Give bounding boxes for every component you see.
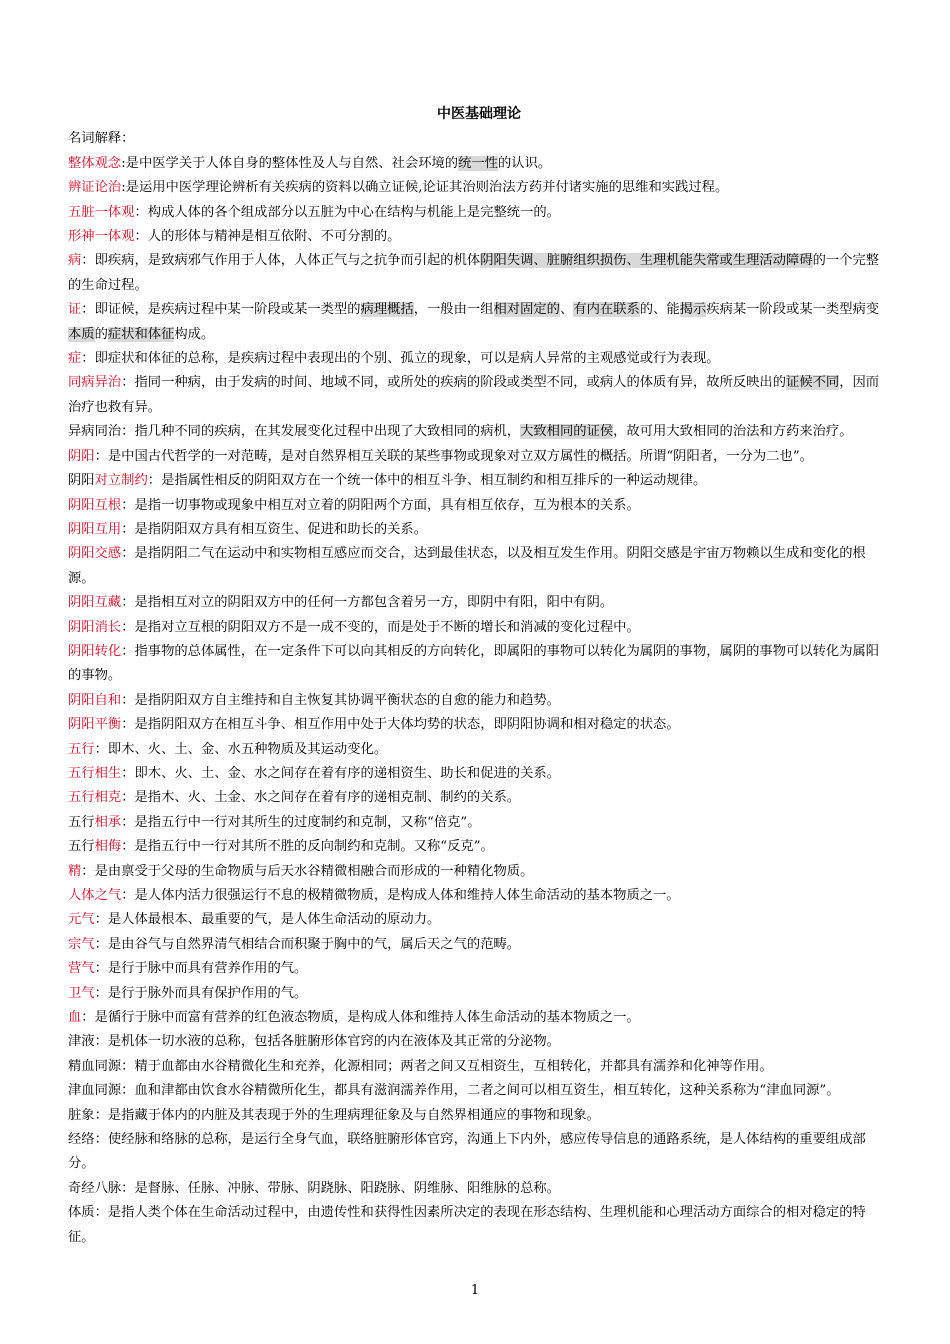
definition-text: ：是指木、火、土金、水之间存在着有序的递相克制、制约的关系。 [121, 790, 521, 806]
definition-entry [68, 1030, 890, 1054]
term-label: 卫气 [68, 985, 95, 1001]
definition-text: ：即木、火、土、金、水之间存在着有序的递相资生、助长和促进的关系。 [121, 765, 560, 781]
highlighted-text: 统一性 [458, 155, 498, 171]
highlighted-text: 证候不同 [786, 375, 840, 391]
term-label: 宗气 [68, 936, 95, 952]
definition-entry [68, 347, 890, 371]
definition-text: ：是指一切事物或现象中相互对立着的阴阳两个方面，具有相互依存，互为根本的关系。 [121, 497, 640, 513]
definition-text: ：指事物的总体属性，在一定条件下可以向其相反的方向转化，即属阳的事物可以转化为属阴的事物，属阴的事物可以转化为属阳的事物。 [68, 643, 880, 684]
definition-entry [68, 201, 890, 225]
definition-text: 的 [94, 326, 108, 342]
definition-text: ：是指阴阳双方在相互斗争、相互作用中处于大体均势的状态，即阴阳协调和相对稳定的状态。 [121, 717, 680, 733]
definition-text: ：是指五行中一行对其所生的过度制约和克制，又称“倍克”。 [121, 814, 481, 830]
definition-entry [68, 1128, 890, 1177]
definition-entry [68, 469, 890, 493]
definition-entry [68, 957, 890, 981]
definition-entry [68, 298, 890, 347]
term-label: 阴阳自和 [68, 692, 122, 708]
highlighted-text: 症状和体征 [107, 326, 175, 342]
definition-entry [68, 640, 890, 689]
highlighted-text: 揭示 [679, 302, 707, 318]
term-label: 五行 [68, 741, 95, 757]
term-label: 五行相生 [68, 765, 122, 781]
definition-text: ：即症状和体征的总称，是疾病过程中表现出的个别、孤立的现象，可以是病人异常的主观感觉或行为表现。 [81, 351, 720, 367]
definition-text: ：是行于脉中而具有营养作用的气。 [94, 961, 308, 977]
term-label: 阴阳交感 [68, 546, 122, 562]
page-title: 中医基础理论 [437, 106, 521, 122]
definition-text: ：是行于脉外而具有保护作用的气。 [94, 985, 308, 1001]
definition-entry [68, 762, 890, 786]
highlighted-text: 病理概括 [360, 302, 414, 318]
definition-entry [68, 1104, 890, 1128]
term-label: 病 [68, 253, 82, 269]
definition-text: 经络：使经脉和络脉的总称，是运行全身气血，联络脏腑形体官窍，沟通上下内外，感应传导信息的通路系统，是人体结构的重要组成部分。 [68, 1132, 866, 1172]
definition-text: 津液：是机体一切水液的总称，包括各脏腑形体官窍的内在液体及其正常的分泌物。 [68, 1034, 560, 1050]
definition-entry [68, 591, 890, 615]
definition-entry [68, 518, 890, 542]
term-label: 症 [68, 351, 82, 367]
term-label: 相承 [94, 814, 122, 830]
definition-entry [68, 420, 890, 444]
definition-text: 异病同治：指几种不同的疾病，在其发展变化过程中出现了大致相同的病机， [68, 424, 521, 440]
definition-entry [68, 860, 890, 884]
term-label: 对立制约 [94, 473, 148, 489]
definition-text: 五行 [68, 814, 95, 830]
definition-entry [68, 884, 890, 908]
definition-text: ，因而治疗也救有异。 [68, 375, 880, 415]
term-label: 五脏一体观 [68, 204, 135, 220]
term-label: 证 [68, 302, 82, 318]
definition-text: ：是由谷气与自然界清气相结合而积聚于胸中的气，属后天之气的范畴。 [94, 936, 521, 952]
definition-entry [68, 494, 890, 518]
definition-text: 阴阳 [68, 473, 95, 489]
definition-text: 津血同源：血和津都由饮食水谷精微所化生，都具有滋润濡养作用，二者之间可以相互资生，相互转化，这种关系称为“津血同源”。 [68, 1083, 840, 1099]
definition-entry [68, 786, 890, 810]
definition-entry [68, 176, 890, 200]
definition-text: ：是指对立互根的阴阳双方不是一成不变的，而是处于不断的增长和消减的变化过程中。 [121, 619, 640, 635]
term-label: 阴阳转化 [68, 643, 122, 659]
term-label: 辨证论治 [68, 180, 122, 196]
definition-entry [68, 152, 890, 176]
definition-text: 的一个完整的生命过程。 [68, 253, 880, 293]
definition-entry [68, 982, 890, 1006]
term-label: 相侮 [94, 839, 122, 855]
section-heading: 名词解释： [68, 131, 135, 147]
term-label: 阴阳互藏 [68, 595, 122, 611]
definition-list [68, 152, 890, 1250]
definition-entry [68, 225, 890, 249]
definition-text: ：即证候，是疾病过程中某一阶段或某一类型的 [81, 302, 361, 318]
term-label: 形神一体观 [68, 229, 135, 245]
definition-text: ：即疾病，是致病邪气作用于人体，人体正气与之抗争而引起的机体 [81, 253, 481, 269]
definition-entry [68, 445, 890, 469]
definition-text: ：即木、火、土、金、水五种物质及其运动变化。 [94, 741, 388, 757]
definition-text: 精血同源：精于血都由水谷精微化生和充养，化源相同；两者之间又互相资生，互相转化，并都具有濡养和化神等作用。 [68, 1058, 773, 1074]
term-label: 营气 [68, 961, 95, 977]
definition-text: ，故可用大致相同的治法和方药来治疗。 [613, 424, 853, 440]
term-label: 阴阳互用 [68, 521, 122, 537]
definition-text: ，一般由一组 [413, 302, 494, 318]
definition-entry [68, 835, 890, 859]
definition-text: ：是指阴阳双方自主维持和自主恢复其协调平衡状态的自愈的能力和趋势。 [121, 692, 560, 708]
definition-entry [68, 811, 890, 835]
definition-entry [68, 1201, 890, 1250]
term-label: 五行相克 [68, 790, 122, 806]
definition-text: 的认识。 [497, 155, 552, 171]
definition-text: ：是循行于脉中而富有营养的红色液态物质，是构成人体和维持人体生命活动的基本物质之一。 [81, 1010, 640, 1026]
page-number: 1 [470, 1283, 480, 1298]
definition-entry [68, 933, 890, 957]
definition-text: :是中医学关于人体自身的整体性及人与自然、社会环境的 [121, 155, 459, 171]
definition-text: ：构成人体的各个组成部分以五脏为中心在结构与机能上是完整统一的。 [134, 204, 560, 220]
definition-entry [68, 1079, 890, 1103]
definition-entry [68, 738, 890, 762]
term-label: 阴阳互根 [68, 497, 122, 513]
definition-text: 、 [559, 302, 574, 318]
term-label: 阴阳 [68, 448, 95, 464]
definition-text: ：人的形体与精神是相互依附、不可分割的。 [134, 229, 401, 245]
definition-text: ：是指五行中一行对其所不胜的反向制约和克制。又称“反克”。 [121, 839, 494, 855]
definition-entry [68, 616, 890, 640]
term-label: 整体观念 [68, 155, 122, 171]
definition-text: ：是人体最根本、最重要的气，是人体生命活动的原动力。 [94, 912, 441, 928]
highlighted-text: 有内在联系 [573, 302, 640, 318]
definition-text: 五行 [68, 839, 95, 855]
definition-entry [68, 542, 890, 591]
term-label: 元气 [68, 912, 95, 928]
definition-entry [68, 1055, 890, 1079]
definition-text: 奇经八脉：是督脉、任脉、冲脉、带脉、阴跷脉、阳跷脉、阴维脉、阳维脉的总称。 [68, 1180, 560, 1196]
definition-entry [68, 1177, 890, 1201]
highlighted-text: 阴阳失调、脏腑组织损伤、生理机能失常或生理活动障碍 [480, 253, 813, 269]
definition-text: ：是指属性相反的阴阳双方在一个统一体中的相互斗争、相互制约和相互排斥的一种运动规律。 [147, 473, 707, 489]
definition-entry [68, 1006, 890, 1030]
highlighted-text: 本质 [68, 326, 95, 342]
definition-text: ：是指阴阳二气在运动中和实物相互感应而交合，达到最佳状态，以及相互发生作用。阴阳交感是宇宙万物赖以生成和变化的根源。 [68, 546, 866, 586]
definition-entry [68, 689, 890, 713]
definition-entry [68, 908, 890, 932]
term-label: 阴阳平衡 [68, 717, 122, 733]
definition-text: 的、能 [639, 302, 680, 318]
definition-entry [68, 249, 890, 298]
definition-text: ：是由禀受于父母的生命物质与后天水谷精微相融合而形成的一种精化物质。 [81, 863, 534, 879]
term-label: 精 [68, 863, 82, 879]
definition-text: :是运用中医学理论辨析有关疾病的资料以确立证候,论证其治则治法方药并付诸实施的思维和实践过程。 [121, 180, 729, 196]
definition-entry [68, 713, 890, 737]
definition-text: ：是人体内活力很强运行不息的极精微物质，是构成人体和维持人体生命活动的基本物质之一。 [121, 888, 680, 903]
term-label: 人体之气 [68, 888, 122, 903]
definition-text: ：是中国古代哲学的一对范畴，是对自然界相互关联的某些事物或现象对立双方属性的概括。所谓“阴阳者，一分为二也”。 [94, 448, 813, 464]
definition-text: 构成。 [174, 326, 215, 342]
term-label: 血 [68, 1010, 82, 1026]
definition-entry [68, 371, 890, 420]
definition-text: ：指同一种病，由于发病的时间、地域不同，或所处的疾病的阶段或类型不同，或病人的体质有异，故所反映出的 [121, 375, 787, 391]
highlighted-text: 大致相同的证侯 [520, 424, 614, 440]
highlighted-text: 相对固定的 [493, 302, 560, 318]
document-page [68, 102, 890, 1250]
term-label: 阴阳消长 [68, 619, 122, 635]
definition-text: ：是指阴阳双方具有相互资生、促进和助长的关系。 [121, 521, 428, 537]
definition-text: 体质：是指人类个体在生命活动过程中，由遗传性和获得性因素所决定的表现在形态结构、生理机能和心理活动方面综合的相对稳定的特征。 [68, 1205, 866, 1245]
definition-text: 脏象：是指藏于体内的内脏及其表现于外的生理病理征象及与自然界相通应的事物和现象。 [68, 1107, 600, 1123]
term-label: 同病异治 [68, 375, 122, 391]
definition-text: 疾病某一阶段或某一类型病变 [706, 302, 880, 318]
definition-text: ：是指相互对立的阴阳双方中的任何一方都包含着另一方，即阴中有阳，阳中有阴。 [121, 595, 614, 611]
